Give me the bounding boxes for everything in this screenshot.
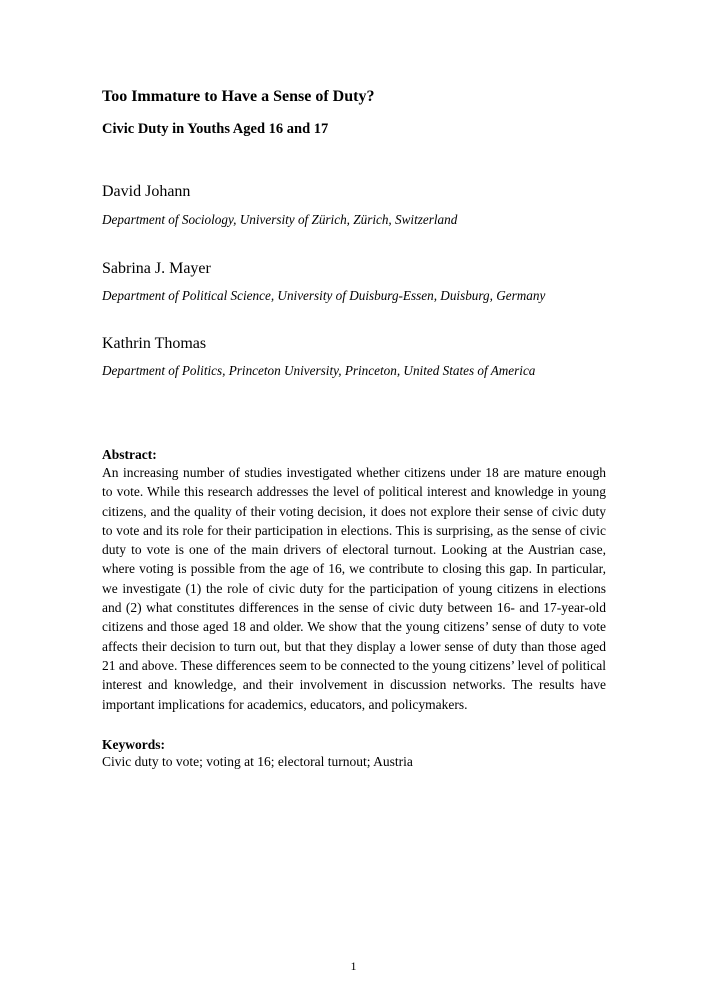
author-name: Sabrina J. Mayer	[102, 260, 211, 277]
author-name: David Johann	[102, 183, 191, 200]
page-number: 1	[350, 959, 357, 973]
abstract-heading: Abstract:	[102, 447, 157, 462]
abstract-text: An increasing number of studies investigated whether citizens under 18 are mature enough to vote. While this research addresses the level of political interest and knowledge in young citizens, and the quality of their voting decision, it does not explore their sense of civic duty to vote and its role for their participation in elections. This is surprising, as the sense of civic duty to vote is one of the main drivers of electoral turnout. Looking at the Austrian case, where voting is possible from the age of 16, we contribute to closing this gap. In particular, we investigate (1) the role of civic duty for the participation of young citizens in elections and (2) what constitutes differences in the sense of civic duty between 16- and 17-year-old citizens and those aged 18 and older. We show that the young citizens’ sense of duty to vote affects their decision to turn out, but that they display a lower sense of duty than those aged 21 and above. These differences seem to be connected to the young citizens’ level of political interest and knowledge, and their involvement in discussion networks. The results have important implications for academics, educators, and policymakers.	[102, 465, 606, 712]
keywords-text: Civic duty to vote; voting at 16; electoral turnout; Austria	[102, 754, 413, 769]
author-name: Kathrin Thomas	[102, 335, 207, 352]
author-affiliation: Department of Politics, Princeton University, Princeton, United States of America	[102, 363, 536, 378]
keywords-heading: Keywords:	[102, 737, 165, 752]
paper-subtitle: Civic Duty in Youths Aged 16 and 17	[102, 121, 329, 137]
author-affiliation: Department of Political Science, University of Duisburg-Essen, Duisburg, Germany	[102, 288, 546, 303]
paper-title: Too Immature to Have a Sense of Duty?	[102, 88, 375, 105]
author-affiliation: Department of Sociology, University of Zürich, Zürich, Switzerland	[102, 212, 458, 227]
